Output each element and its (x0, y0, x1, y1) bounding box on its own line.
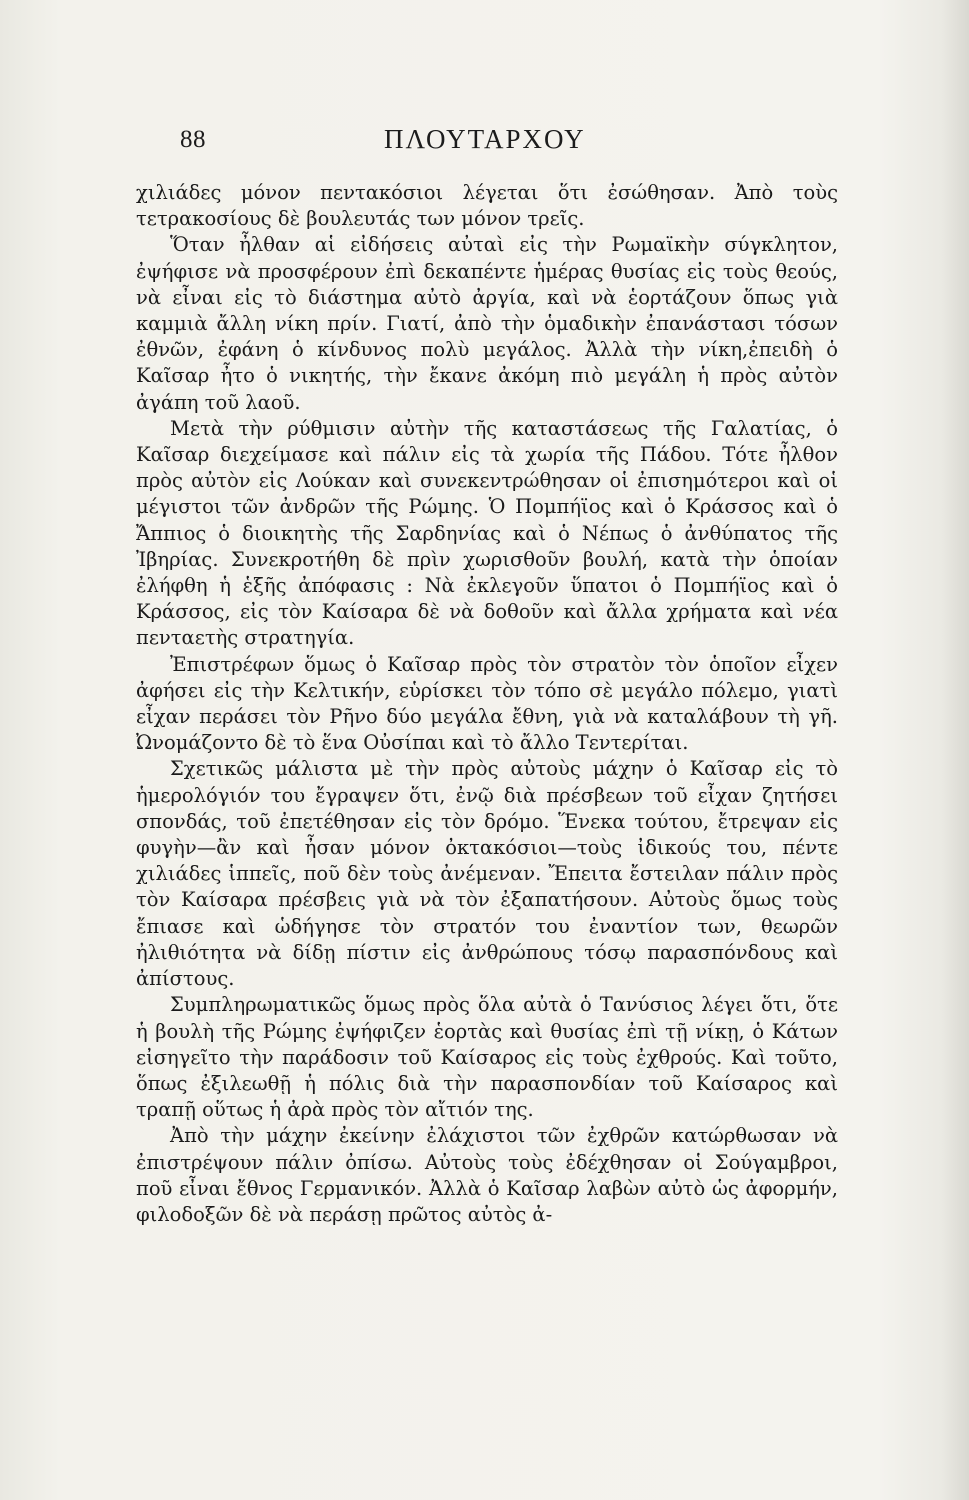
paragraph: Ἀπὸ τὴν μάχην ἐκείνην ἐλάχιστοι τῶν ἐχθρῶν κατώρθωσαν νὰ ἐπιστρέψουν πάλιν ὀπίσω. Αὐτοὺς τοὺς ἐδέχθησαν οἱ Σούγαμβροι, ποῦ εἶναι ἔθνος Γερμανικόν. Ἀλλὰ ὁ Καῖσαρ λαβὼν αὐτὸ ὡς ἀφορμήν, φιλοδοξῶν δὲ νὰ περάσῃ πρῶτος αὐτὸς ἀ- (136, 1124, 838, 1226)
paragraph: Ὅταν ἦλθαν αἱ εἰδήσεις αὐταὶ εἰς τὴν Ρωμαϊκὴν σύγκλητον, ἐψήφισε νὰ προσφέρουν ἐπὶ δεκαπέντε ἡμέρας θυσίας εἰς τοὺς θεούς, νὰ εἶναι εἰς τὸ διάστημα αὐτὸ ἀργία, καὶ νὰ ἑορτάζουν ὅπως γιὰ καμμιὰ ἄλλη νίκη πρίν. Γιατί, ἀπὸ τὴν ὁμαδικὴν ἐπανάστασι τόσων ἐθνῶν, ἐφάνη ὁ κίνδυνος πολὺ μεγάλος. Ἀλλὰ τὴν νίκη,ἐπειδὴ ὁ Καῖσαρ ἦτο ὁ νικητής, τὴν ἔκανε ἀκόμη πιὸ μεγάλη ἡ πρὸς αὐτὸν ἀγάπη τοῦ λαοῦ. (136, 233, 838, 414)
page-number: 88 (180, 126, 206, 153)
paragraph: Μετὰ τὴν ρύθμισιν αὐτὴν τῆς καταστάσεως τῆς Γαλατίας, ὁ Καῖσαρ διεχείμασε καὶ πάλιν εἰς τὰ χωρία τῆς Πάδου. Τότε ἦλθον πρὸς αὐτὸν εἰς Λούκαν καὶ συνεκεντρώθησαν οἱ ἐπισημότεροι καὶ οἱ μέγιστοι τῶν ἀνδρῶν τῆς Ρώμης. Ὁ Πομπήϊος καὶ ὁ Κράσσος καὶ ὁ Ἄππιος ὁ διοικητὴς τῆς Σαρδηνίας καὶ ὁ Νέπως ὁ ἀνθύπατος τῆς Ἰβηρίας. Συνεκροτήθη δὲ πρὶν χωρισθοῦν βουλή, κατὰ τὴν ὁποίαν ἐλήφθη ἡ ἑξῆς ἀπόφασις : Νὰ ἐκλεγοῦν ὕπατοι ὁ Πομπήϊος καὶ ὁ Κράσσος, εἰς τὸν Καίσαρα δὲ νὰ δοθοῦν καὶ ἄλλα χρήματα καὶ νέα πενταετὴς στρατηγία. (136, 416, 838, 650)
page-header (180, 122, 860, 162)
running-title: ΠΛΟΥΤΑΡΧΟΥ (384, 124, 586, 154)
paragraph: Σχετικῶς μάλιστα μὲ τὴν πρὸς αὐτοὺς μάχην ὁ Καῖσαρ εἰς τὸ ἡμερολόγιόν του ἔγραψεν ὅτι, ἐνῷ διὰ πρέσβεων τοῦ εἶχαν ζητήσει σπονδάς, τοῦ ἐπετέθησαν εἰς τὸν δρόμο. Ἕνεκα τούτου, ἔτρεψαν εἰς φυγὴν—ἂν καὶ ἦσαν μόνον ὀκτακόσιοι—τοὺς ἰδικούς του, πέντε χιλιάδες ἱππεῖς, ποῦ δὲν τοὺς ἀνέμεναν. Ἔπειτα ἔστειλαν πάλιν πρὸς τὸν Καίσαρα πρέσβεις γιὰ νὰ τὸν ἐξαπατήσουν. Αὐτοὺς ὅμως τοὺς ἔπιασε καὶ ὡδήγησε τὸν στρατόν του ἐναντίον των, θεωρῶν ἠλιθιότητα νὰ δίδῃ πίστιν εἰς ἀνθρώπους τόσῳ παρασπόνδους καὶ ἀπίστους. (136, 757, 838, 991)
body-text (136, 180, 838, 1228)
paragraph: Ἐπιστρέφων ὅμως ὁ Καῖσαρ πρὸς τὸν στρατὸν τὸν ὁποῖον εἶχεν ἀφήσει εἰς τὴν Κελτικήν, εὑρίσκει τὸν τόπο σὲ μεγάλο πόλεμο, γιατὶ εἶχαν περάσει τὸν Ρῆνο δύο μεγάλα ἔθνη, γιὰ νὰ καταλάβουν τὴ γῆ. Ὠνομάζοντο δὲ τὸ ἕνα Οὐσίπαι καὶ τὸ ἄλλο Τεντερίται. (136, 652, 838, 755)
paragraph: χιλιάδες μόνον πεντακόσιοι λέγεται ὅτι ἐσώθησαν. Ἀπὸ τοὺς τετρακοσίους δὲ βουλευτάς των μόνον τρεῖς. (136, 181, 838, 231)
page-edge-shadow (941, 0, 969, 1500)
paragraph: Συμπληρωματικῶς ὅμως πρὸς ὅλα αὐτὰ ὁ Τανύσιος λέγει ὅτι, ὅτε ἡ βουλὴ τῆς Ρώμης ἐψήφιζεν ἑορτὰς καὶ θυσίας ἐπὶ τῇ νίκῃ, ὁ Κάτων εἰσηγεῖτο τὴν παράδοσιν τοῦ Καίσαρος εἰς τοὺς ἐχθρούς. Καὶ τοῦτο, ὅπως ἐξιλεωθῇ ἡ πόλις διὰ τὴν παρασπονδίαν τοῦ Καίσαρος καὶ τραπῇ οὕτως ἡ ἀρὰ πρὸς τὸν αἴτιόν της. (136, 993, 838, 1122)
